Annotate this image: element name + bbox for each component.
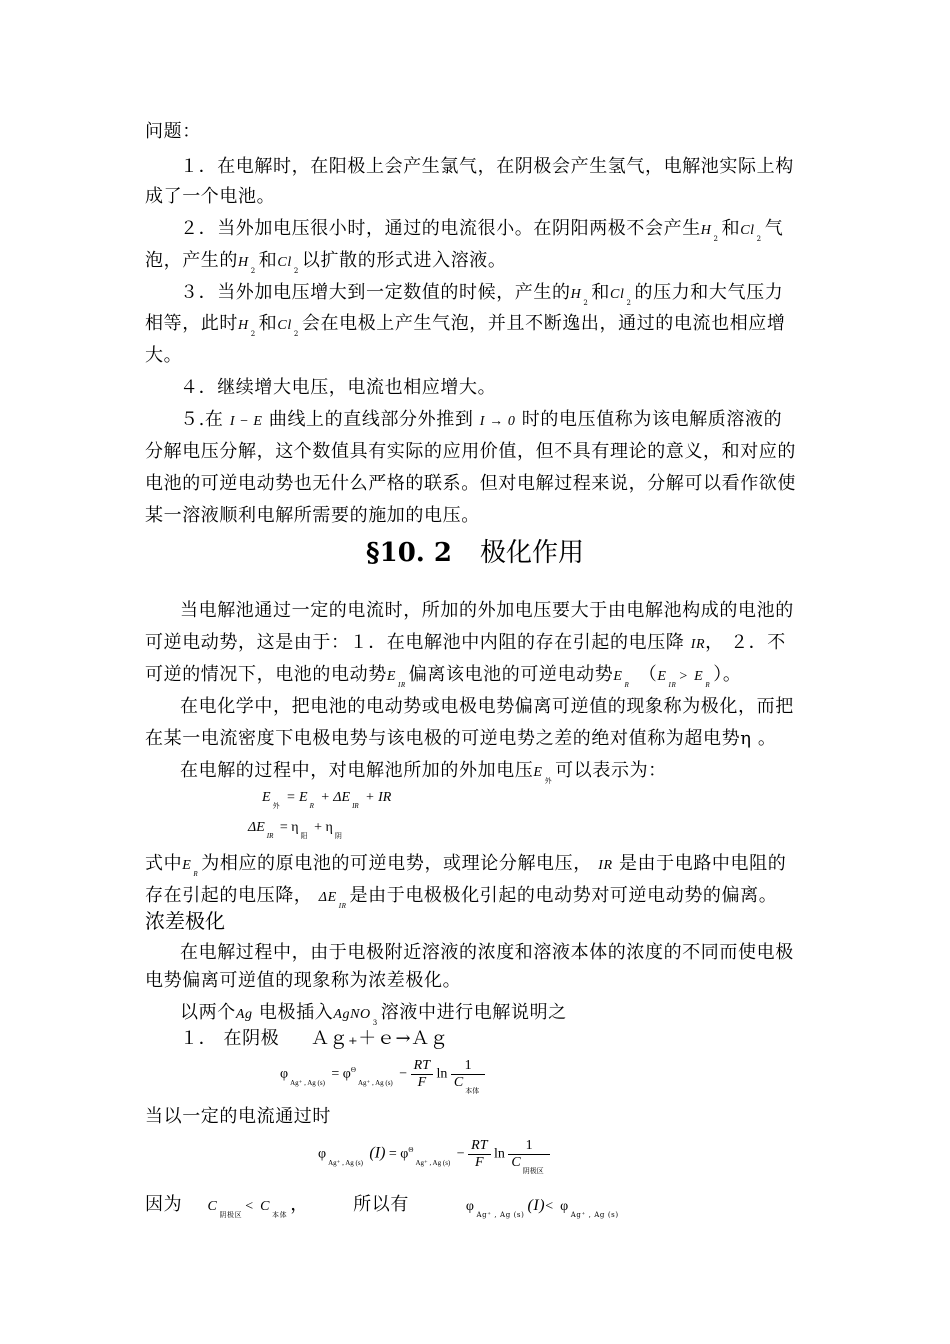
equation-polarized: $\varphi_{Ag^+ , Ag (s)}$ $(I) = \varphi^\Theta_{Ag^+ , Ag (s)}$ − $\frac{RT}{F}$ ln $\frac{1}{C_{阴极区}}$ xyxy=(318,1138,550,1171)
p4-line1: 式中$E_R$ 为相应的原电池的可逆电势，或理论分解电压， IR 是由于电路中电阻的 xyxy=(145,853,787,878)
q2-line1: ２．当外加电压很小时，通过的电流很小。在阴阳两极不会产生$H_2$ 和$Cl_2$ 气 xyxy=(180,218,784,243)
p4-line2: 存在引起的电压降， $\Delta E_{IR}$ 是由于电极极化引起的电动势对可逆电动势的偏离。 xyxy=(145,885,778,910)
q3-line3: 大。 xyxy=(145,345,183,366)
p2-line2: 在某一电流密度下电极电势与该电极的可逆电势之差的绝对值称为超电势η 。 xyxy=(145,728,777,749)
q3-line1: ３．当外加电压增大到一定数值的时候，产生的$H_2$ 和$Cl_2$ 的压力和大气压力 xyxy=(180,282,784,307)
equation-nernst: $\varphi_{Ag^+ , Ag (s)} = \varphi^\Theta_{Ag^+ , Ag (s)}$ − $\frac{RT}{F}$ ln $\frac{1}{C_{本体}}$ xyxy=(280,1058,485,1091)
q5-line1: ５.在 I − E 曲线上的直线部分外推到 I → 0 时的电压值称为该电解质溶液的 xyxy=(180,409,783,430)
p5-line1: 在电解过程中，由于电极附近溶液的浓度和溶液本体的浓度的不同而使电极 xyxy=(180,942,794,963)
q1-line1: １．在电解时，在阳极上会产生氯气，在阴极会产生氢气，电解池实际上构 xyxy=(180,156,794,177)
q1-line2: 成了一个电池。 xyxy=(145,186,276,207)
p5-line2: 电势偏离可逆值的现象称为浓差极化。 xyxy=(145,970,462,991)
p3-line1: 在电解的过程中，对电解池所加的外加电压$E_外$ 可以表示为： xyxy=(180,760,667,785)
p7-line: １． 在阴极 Ａｇ₊＋ｅ→Ａｇ xyxy=(180,1028,449,1049)
q5-line4: 某一溶液顺利电解所需要的施加的电压。 xyxy=(145,505,480,526)
p9-line: 因为 $C_{阴极区}< C_{本体}$ ， 所以有 $\varphi_{Ag^+ , Ag (s)}(I)< \varphi_{Ag^+ , Ag (s)}$ xyxy=(145,1194,619,1219)
equation-external-voltage: $E_外 = E_R + \Delta E_{IR}$ + IR xyxy=(262,790,392,810)
heading-number: §10. 2 xyxy=(366,538,452,568)
q5-line2: 分解电压分解，这个数值具有实际的应用价值，但不具有理论的意义，和对应的 xyxy=(145,441,796,462)
intro-label: 问题： xyxy=(145,121,201,142)
equation-delta-e: $\Delta E_{IR} = \eta_阳 + \eta_阴$ xyxy=(248,820,342,840)
subsection-title: 浓差极化 xyxy=(145,909,225,933)
p1-line3: 可逆的情况下，电池的电动势$E_{IR}$ 偏离该电池的可逆电动势$E_R$ （$E_{IR}> E_R$ ）。 xyxy=(145,664,742,689)
p2-line1: 在电化学中，把电池的电动势或电极电势偏离可逆值的现象称为极化，而把 xyxy=(180,696,794,717)
q5-line3: 电池的可逆电动势也无什么严格的联系。但对电解过程来说，分解可以看作欲使 xyxy=(145,473,796,494)
p1-line2: 可逆电动势，这是由于：１．在电解池中内阻的存在引起的电压降 IR， ２．不 xyxy=(145,632,786,653)
q4-line: ４．继续增大电压，电流也相应增大。 xyxy=(180,377,497,398)
p8-line: 当以一定的电流通过时 xyxy=(145,1106,331,1127)
q3-line2: 相等，此时$H_2$ 和$Cl_2$ 会在电极上产生气泡，并且不断逸出，通过的电流也相应增 xyxy=(145,313,786,338)
p1-line1: 当电解池通过一定的电流时，所加的外加电压要大于由电解池构成的电池的 xyxy=(180,600,794,621)
p6-line: 以两个Ag 电极插入AgNO$_3$ 溶液中进行电解说明之 xyxy=(180,1002,567,1027)
q2-line2: 泡，产生的$H_2$ 和$Cl_2$ 以扩散的形式进入溶液。 xyxy=(145,250,507,275)
heading-title: 极化作用 xyxy=(479,538,584,568)
section-heading xyxy=(0,536,950,570)
